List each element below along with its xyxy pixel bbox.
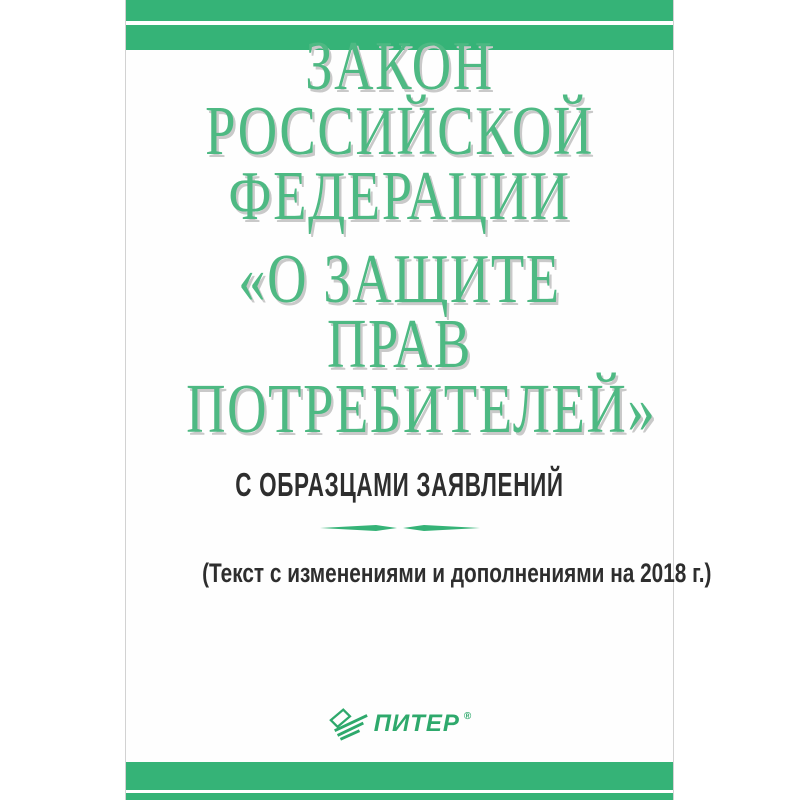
publisher-logo: [126, 707, 673, 746]
edition-note: [126, 558, 712, 589]
title-line: РОССИЙСКОЙ: [205, 93, 594, 170]
subtitle-text: С ОБРАЗЦАМИ ЗАЯВЛЕНИЙ: [235, 466, 564, 503]
divider-ornament-icon: [320, 523, 480, 533]
book-cover: [125, 0, 712, 800]
book-title: [126, 0, 673, 235]
publisher-name: ПИТЕР: [373, 710, 460, 737]
title-line: ПОТРЕБИТЕЛЕЙ»: [186, 371, 657, 448]
title-line: «О ЗАЩИТЕ: [238, 241, 561, 318]
edition-note-text: (Текст с изменениями и дополнениями на 2018 г.): [202, 558, 712, 588]
subtitle: [126, 466, 673, 504]
title-line: ЗАКОН: [305, 28, 494, 105]
bottom-band-white-stripe: [126, 790, 673, 793]
title-line: ПРАВ: [327, 306, 472, 383]
piter-logo-icon: [328, 707, 370, 741]
title-line: ФЕДЕРАЦИИ: [228, 158, 571, 235]
bottom-green-band: [126, 762, 673, 800]
divider-ornament: [320, 520, 480, 530]
top-band-white-stripe: [126, 21, 673, 25]
registered-trademark-symbol: ®: [463, 710, 472, 722]
book-title-quoted-part: [126, 241, 673, 448]
